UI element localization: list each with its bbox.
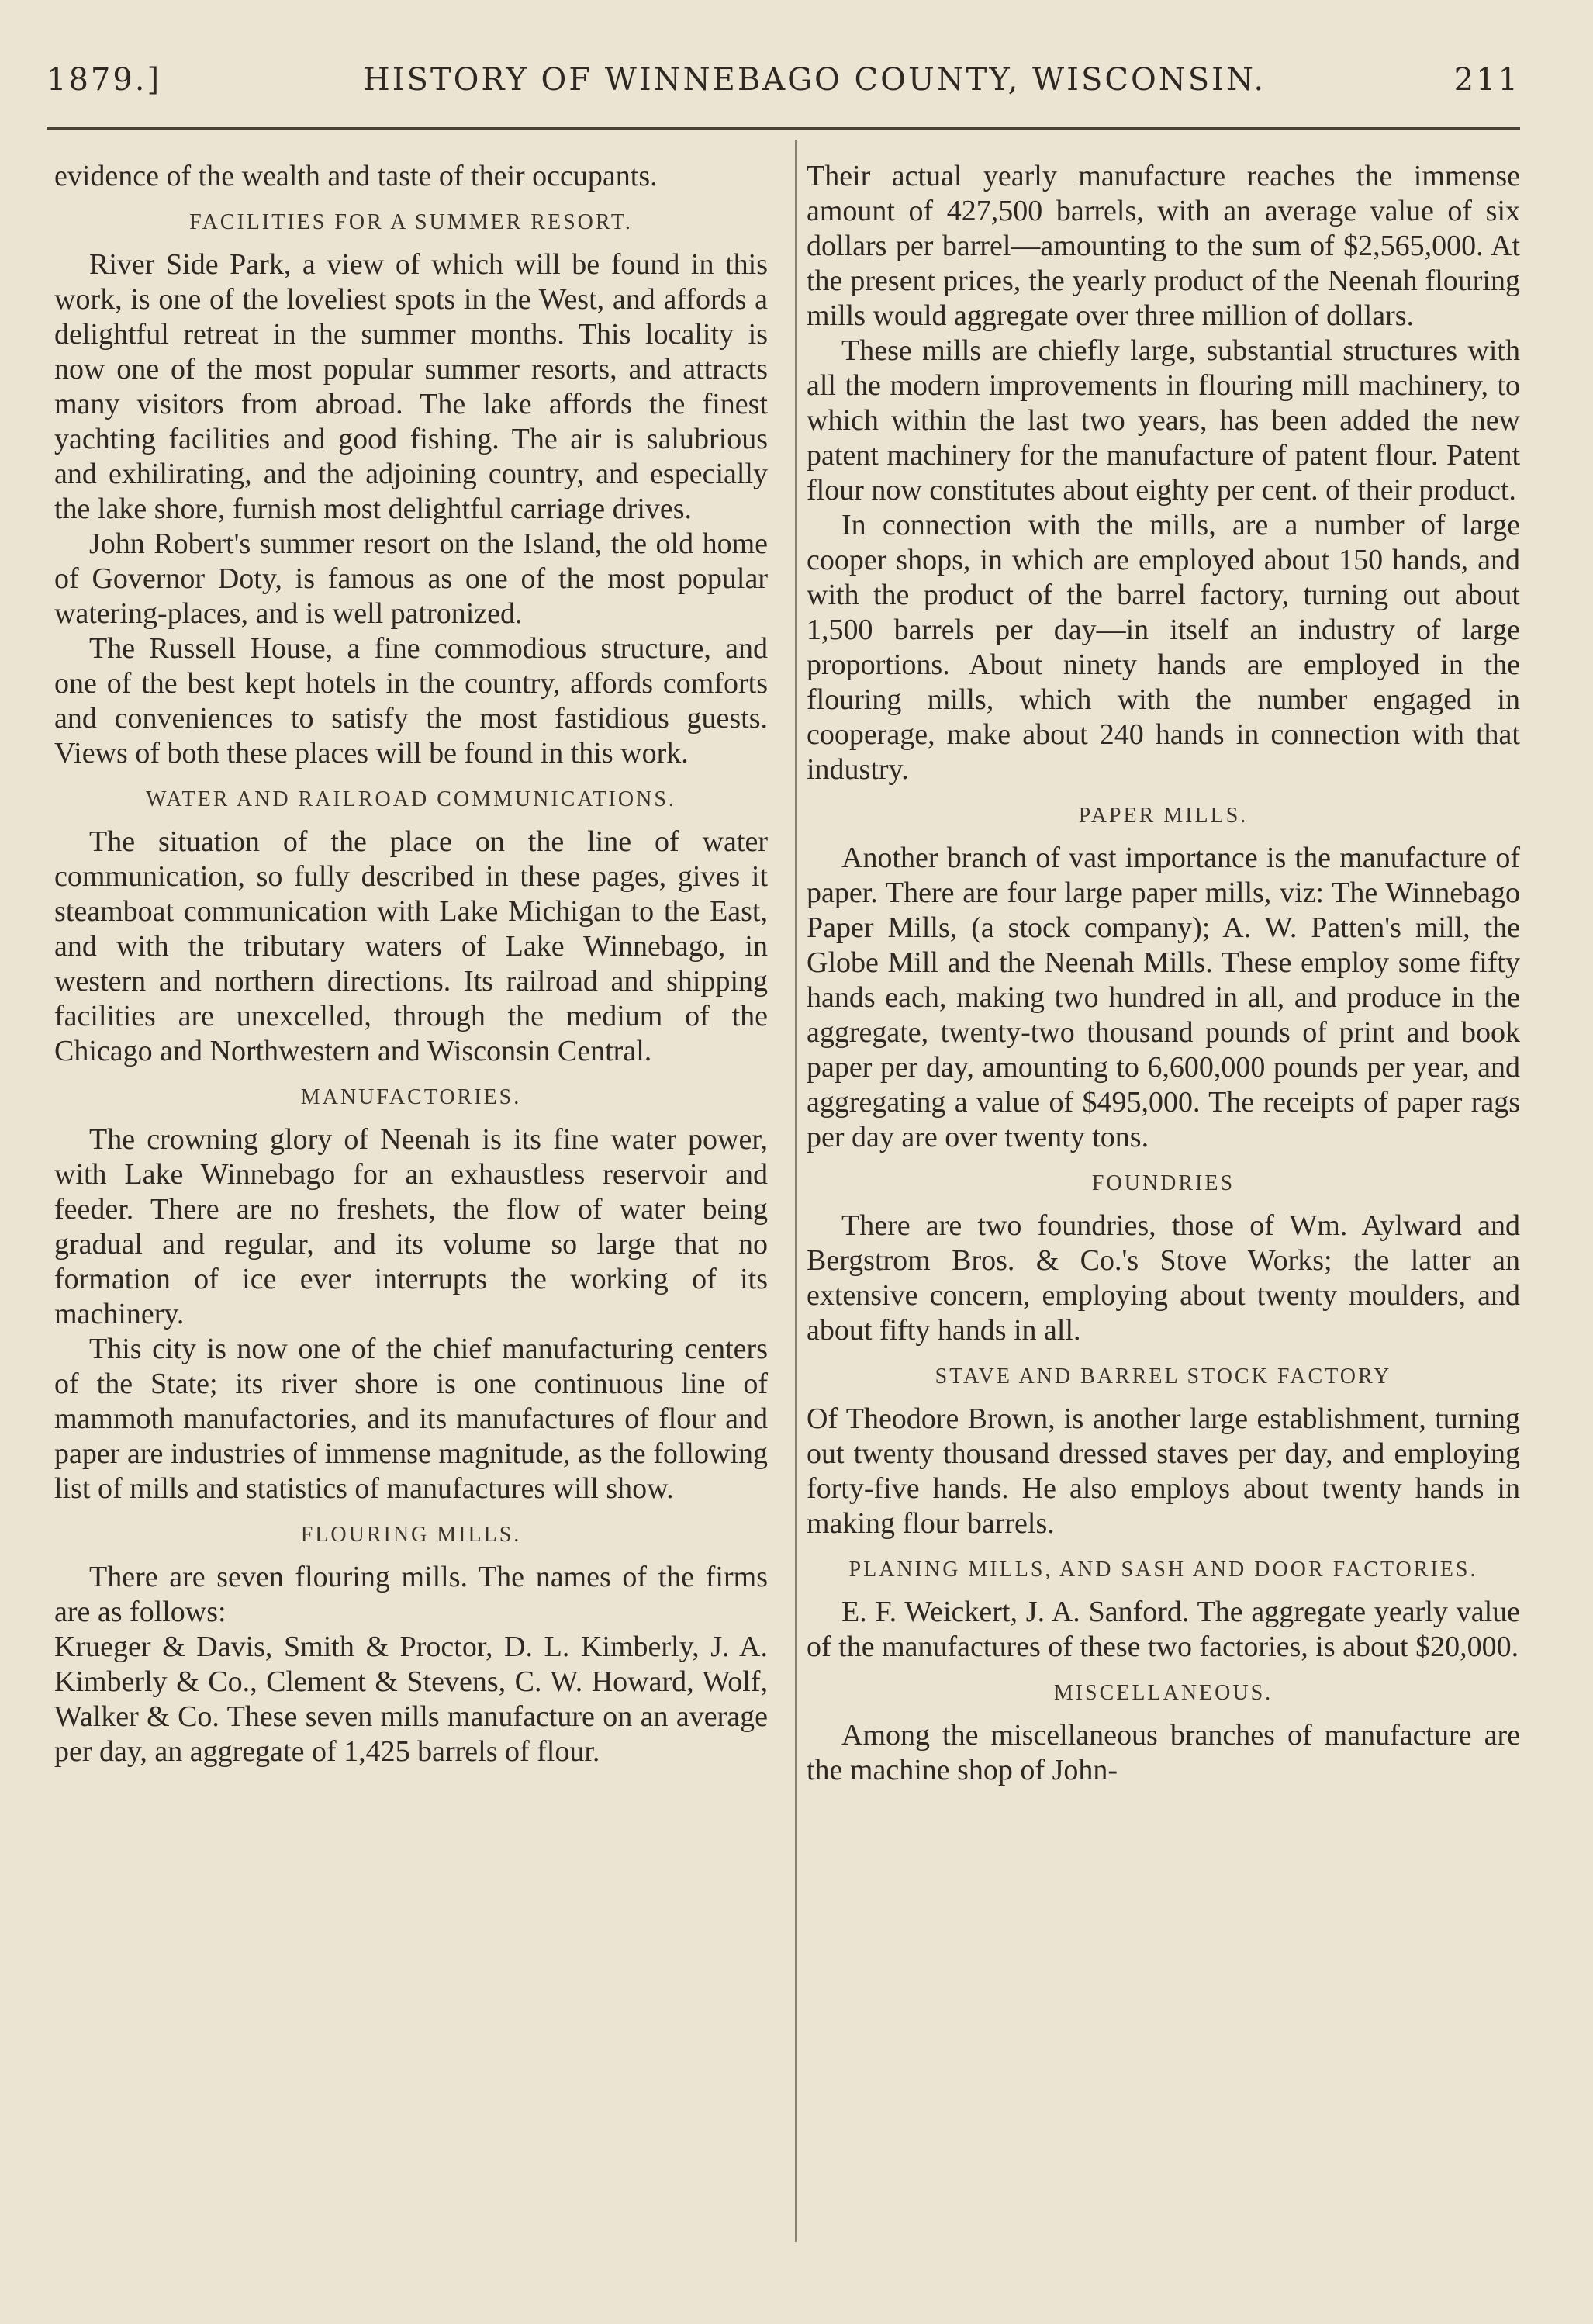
paragraph: This city is now one of the chief manufacturing centers of the State; its river shore is one continuous line of mammoth manufactories, and its manufactures of flour and paper are industries of immense magnitude, as the following list of mills and statistics of manufactures will show. — [54, 1333, 768, 1505]
section-heading-water-railroad: WATER AND RAILROAD COMMUNICATIONS. — [146, 787, 676, 811]
paragraph: There are two foundries, those of Wm. Aylward and Bergstrom Bros. & Co.'s Stove Works; the latter an extensive concern, employing about twenty moulders, and about fifty hands in all. — [807, 1209, 1520, 1347]
section-heading-flouring-mills: FLOURING MILLS. — [300, 1523, 522, 1547]
paragraph: Their actual yearly manufacture reaches the immense amount of 427,500 barrels, with an average value of six dollars per barrel—amounting to the sum of $2,565,000. At the present prices, the yearly product of the Neenah flouring mills would aggregate over three million of dollars. — [807, 160, 1520, 332]
header-year: 1879.] — [47, 62, 162, 98]
section-heading-stave-barrel: STAVE AND BARREL STOCK FACTORY — [935, 1364, 1392, 1389]
section-heading-miscellaneous: MISCELLANEOUS. — [1053, 1681, 1273, 1705]
paragraph: There are seven flouring mills. The names of the firms are as follows: — [54, 1561, 768, 1628]
page-number: 211 — [1453, 62, 1520, 98]
paragraph: Krueger & Davis, Smith & Proctor, D. L. Kimberly, J. A. Kimberly & Co., Clement & Stevens, C. W. Howard, Wolf, Walker & Co. These seven mills manufacture on an average per day, an aggregate of 1,425 barrels of flour. — [54, 1631, 768, 1768]
section-heading-paper-mills: PAPER MILLS. — [1078, 804, 1249, 828]
section-heading-summer-resort: FACILITIES FOR A SUMMER RESORT. — [189, 210, 633, 234]
paragraph: Among the miscellaneous branches of manufacture are the machine shop of John- — [807, 1719, 1520, 1786]
paragraph: The Russell House, a fine commodious structure, and one of the best kept hotels in the country, affords comforts and conveniences to satisfy the most fastidious guests. Views of both these places will be found in this work. — [54, 632, 768, 769]
paragraph: River Side Park, a view of which will be found in this work, is one of the loveliest spots in the West, and affords a delightful retreat in the summer months. This locality is now one of the most popular summer resorts, and attracts many visitors from abroad. The lake affords the finest yachting facilities and good fishing. The air is salubrious and exhilirating, and the adjoining country, and especially the lake shore, furnish most delightful carriage drives. — [54, 248, 768, 525]
paragraph: Of Theodore Brown, is another large establishment, turning out twenty thousand dressed staves per day, and employing forty-five hands. He also employs about twenty hands in making flour barrels. — [807, 1402, 1520, 1540]
right-column — [807, 159, 1520, 1788]
page-header — [47, 47, 1520, 116]
paragraph: These mills are chiefly large, substantial structures with all the modern improvements in flouring mill machinery, to which within the last two years, has been added the new patent machinery for the manufacture of patent flour. Patent flour now constitutes about eighty per cent. of their product. — [807, 334, 1520, 507]
paragraph: In connection with the mills, are a number of large cooper shops, in which are employed about 150 hands, and with the product of the barrel factory, turning out about 1,500 barrels per day—in itself an industry of large proportions. About ninety hands are employed in the flouring mills, which with the number engaged in cooperage, make about 240 hands in connection with that industry. — [807, 509, 1520, 786]
header-rule — [47, 127, 1520, 130]
section-heading-manufactories: MANUFACTORIES. — [300, 1085, 522, 1109]
header-title: HISTORY OF WINNEBAGO COUNTY, WISCONSIN. — [362, 62, 1266, 98]
left-column — [54, 159, 768, 1769]
section-heading-planing-mills: PLANING MILLS, AND SASH AND DOOR FACTORIES. — [848, 1558, 1478, 1582]
paragraph: The situation of the place on the line of water communication, so fully described in these pages, gives it steamboat communication with Lake Michigan to the East, and with the tributary waters of Lake Winnebago, in western and northern directions. Its railroad and shipping facilities are unexcelled, through the medium of the Chicago and Northwestern and Wisconsin Central. — [54, 825, 768, 1067]
paragraph: E. F. Weickert, J. A. Sanford. The aggregate yearly value of the manufactures of these two factories, is about $20,000. — [807, 1596, 1520, 1663]
paragraph: The crowning glory of Neenah is its fine water power, with Lake Winnebago for an exhaustless reservoir and feeder. There are no freshets, the flow of water being gradual and regular, and its volume so large that no formation of ice ever interrupts the working of its machinery. — [54, 1123, 768, 1330]
paragraph: Another branch of vast importance is the manufacture of paper. There are four large paper mills, viz: The Winnebago Paper Mills, (a stock company); A. W. Patten's mill, the Globe Mill and the Neenah Mills. These employ some fifty hands each, making two hundred in all, and produce in the aggregate, twenty-two thousand pounds of print and book paper per day, amounting to 6,600,000 pounds per year, and aggregating a value of $495,000. The receipts of paper rags per day are over twenty tons. — [807, 842, 1520, 1153]
column-divider — [795, 140, 796, 2242]
paragraph: John Robert's summer resort on the Island, the old home of Governor Doty, is famous as one of the most popular watering-places, and is well patronized. — [54, 527, 768, 630]
paragraph: evidence of the wealth and taste of their occupants. — [54, 160, 658, 192]
section-heading-foundries: FOUNDRIES — [1091, 1171, 1235, 1195]
